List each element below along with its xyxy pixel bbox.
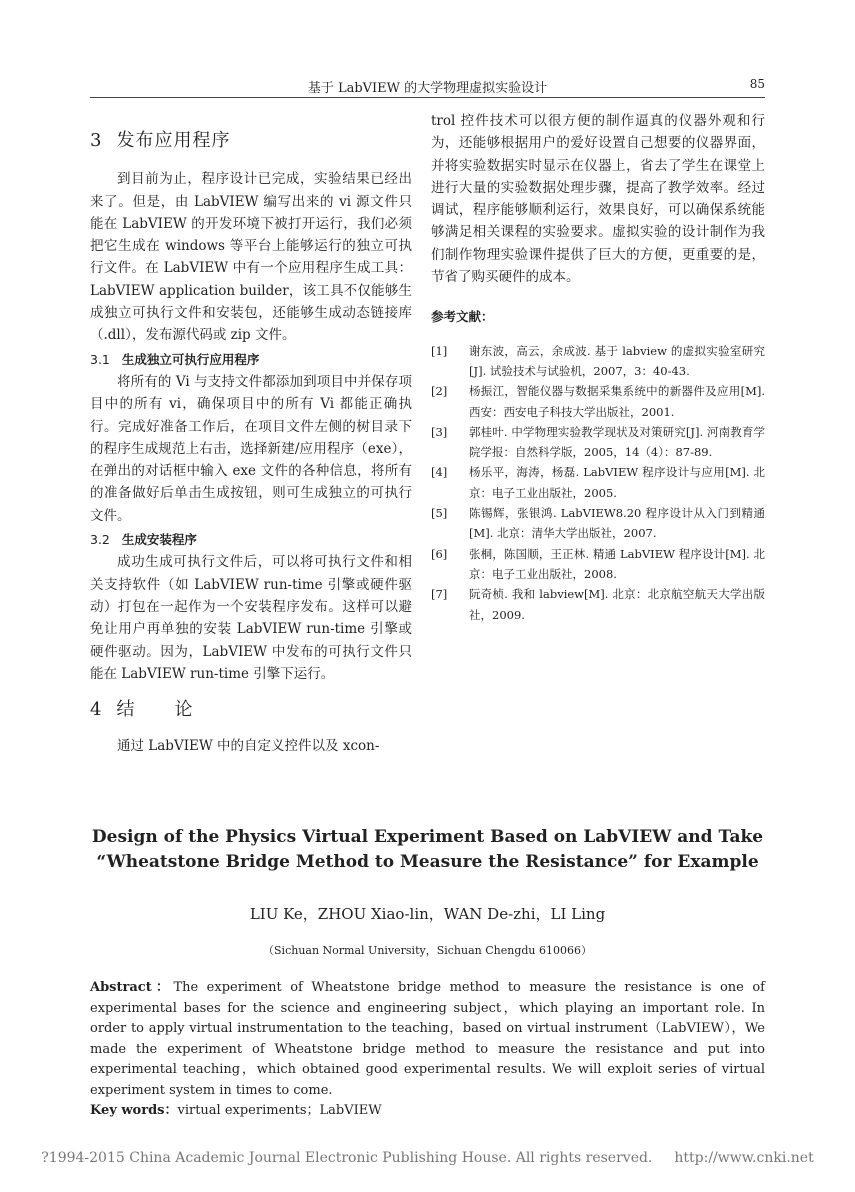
abstract-label: Abstract： <box>90 980 174 995</box>
conclusion-paragraph: trol 控件技术可以很方便的制作逼真的仪器外观和行为，还能够根据用户的爱好设置自己想要的仪器界面，并将实验数据实时显示在仪器上，省去了学生在课堂上进行大量的实验数据处理步骤，提高了教学效率。经过调试，程序能够顺利运行，效果良好，可以确保系统能够满足相关课程的实验要求。虚拟实验的设计制作为我们制作物理实验课件提供了巨大的方便，更重要的是，节省了购买硬件的成本。 <box>431 113 765 286</box>
english-abstract-block <box>90 825 765 1122</box>
section-3-heading <box>90 130 412 152</box>
reference-number: [1] <box>431 343 448 358</box>
subsection-3-2-title: 生成安装程序 <box>121 532 197 548</box>
reference-text: 谢东波，高云，余成波. 基于 labview 的虚拟实验室研究[J]. 试验技术与试验机，2007，3：40-43. <box>469 343 765 378</box>
section-4-paragraph: 通过 LabVIEW 中的自定义控件以及 xcon- <box>117 738 380 755</box>
reference-item <box>431 503 765 544</box>
reference-item <box>431 544 765 585</box>
subsection-3-2-heading <box>90 529 412 551</box>
footer-url: http://www.cnki.net <box>674 1150 814 1166</box>
section-3-number: 3 <box>90 130 103 151</box>
running-title: 基于 LabVIEW 的大学物理虚拟实验设计 <box>307 81 548 96</box>
subsection-3-1-number: 3.1 <box>90 351 110 367</box>
english-abstract <box>90 978 765 1101</box>
references-heading: 参考文献： <box>431 309 494 325</box>
subsection-3-2-paragraph: 成功生成可执行文件后，可以将可执行文件和相关支持软件（如 LabVIEW run-time 引擎或硬件驱动）打包在一起作为一个安装程序发布。这样可以避免让用户再单独的安装 LabVIEW run-time 引擎或硬件驱动。因为，LabVIEW 中发布的可执行文件只能在 LabVIEW run-time 引擎下运行。 <box>90 554 412 682</box>
subsection-3-2-number: 3.2 <box>90 532 110 548</box>
section-3-paragraph: 到目前为止，程序设计已完成，实验结果已经出来了。但是，由 LabVIEW 编写出来的 vi 源文件只能在 LabVIEW 的开发环境下被打开运行，我们必须把它生成在 windows 等平台上能够运行的独立可执行文件。在 LabVIEW 中有一个应用程序生成工具：LabVIEW application builder，该工具不仅能够生成独立可执行文件和安装包，还能够生成动态链接库（.dll），发布源代码或 zip 文件。 <box>90 171 412 344</box>
reference-number: [7] <box>431 587 448 602</box>
english-keywords <box>90 1101 765 1122</box>
keywords-text: virtual experiments；LabVIEW <box>177 1103 382 1118</box>
reference-number: [3] <box>431 424 448 439</box>
reference-text: 杨振江，智能仪器与数据采集系统中的新器件及应用[M]. 西安：西安电子科技大学出版社，2001. <box>469 384 765 419</box>
reference-item <box>431 381 765 422</box>
section-4-title: 结论 <box>116 699 233 721</box>
page-number: 85 <box>749 77 765 91</box>
reference-text: 杨乐平，海涛，杨磊. LabVIEW 程序设计与应用[M]. 北京：电子工业出版社，2005. <box>469 465 765 500</box>
english-title-line-2: “Wheatstone Bridge Method to Measure the Resistance” for Example <box>96 852 759 872</box>
english-title-line-1: Design of the Physics Virtual Experiment Based on LabVIEW and Take <box>91 827 764 847</box>
header-divider <box>90 97 765 98</box>
references-list <box>431 341 765 625</box>
reference-number: [4] <box>431 465 448 480</box>
reference-text: 陈锡辉，张银鸿. LabVIEW8.20 程序设计从入门到精通[M]. 北京：清华大学出版社，2007. <box>469 506 765 541</box>
keywords-label: Key words： <box>90 1103 178 1118</box>
reference-number: [2] <box>431 384 448 399</box>
reference-item <box>431 584 765 625</box>
section-3-title: 发布应用程序 <box>116 130 231 151</box>
english-authors: LIU Ke，ZHOU Xiao-lin，WAN De-zhi，LI Ling <box>249 905 606 923</box>
subsection-3-1-paragraph: 将所有的 Vi 与支持文件都添加到项目中并保存项目中的所有 vi，确保项目中的所有 Vi 都能正确执行。完成好准备工作后，在项目文件左侧的树目录下的程序生成规范上右击，选择新建/应用程序（exe），在弹出的对话框中输入 exe 文件的各种信息，将所有的准备做好后单击生成按钮，则可生成独立的可执行文件。 <box>90 373 412 524</box>
reference-number: [6] <box>431 546 448 561</box>
english-affiliation: （Sichuan Normal University，Sichuan Chengdu 610066） <box>263 944 592 957</box>
subsection-3-1-title: 生成独立可执行应用程序 <box>121 351 260 367</box>
english-title <box>90 825 765 875</box>
section-4-number: 4 <box>90 699 103 721</box>
section-4-heading <box>90 699 412 721</box>
reference-item <box>431 341 765 382</box>
reference-number: [5] <box>431 506 448 521</box>
subsection-3-1-heading <box>90 349 412 371</box>
reference-text: 阮奇桢. 我和 labview[M]. 北京：北京航空航天大学出版社，2009. <box>469 587 765 622</box>
running-header <box>90 75 765 95</box>
right-column <box>431 110 765 625</box>
reference-text: 郭桂叶. 中学物理实验教学现状及对策研究[J]. 河南教育学院学报：自然科学版，2005，14（4）：87-89. <box>469 424 765 460</box>
reference-item <box>431 422 765 463</box>
copyright-notice: ?1994-2015 China Academic Journal Electronic Publishing House. All rights reserved. <box>41 1150 653 1166</box>
abstract-text: The experiment of Wheatstone bridge method to measure the resistance is one of experimental bases for the science and engineering subject，which playing an important role. In order to apply virtual instrumentation to the teaching，based on virtual instrument（LabVIEW），We made the experiment of Wheatstone bridge method to measure the resistance and put into experimental teaching，which obtained good experimental results. We will exploit series of virtual experiment system in times to come. <box>90 980 765 1098</box>
left-column <box>90 110 412 758</box>
reference-text: 张桐，陈国顺，王正林. 精通 LabVIEW 程序设计[M]. 北京：电子工业出版社，2008. <box>469 546 765 581</box>
reference-item <box>431 462 765 503</box>
cnki-footer <box>0 1150 855 1166</box>
